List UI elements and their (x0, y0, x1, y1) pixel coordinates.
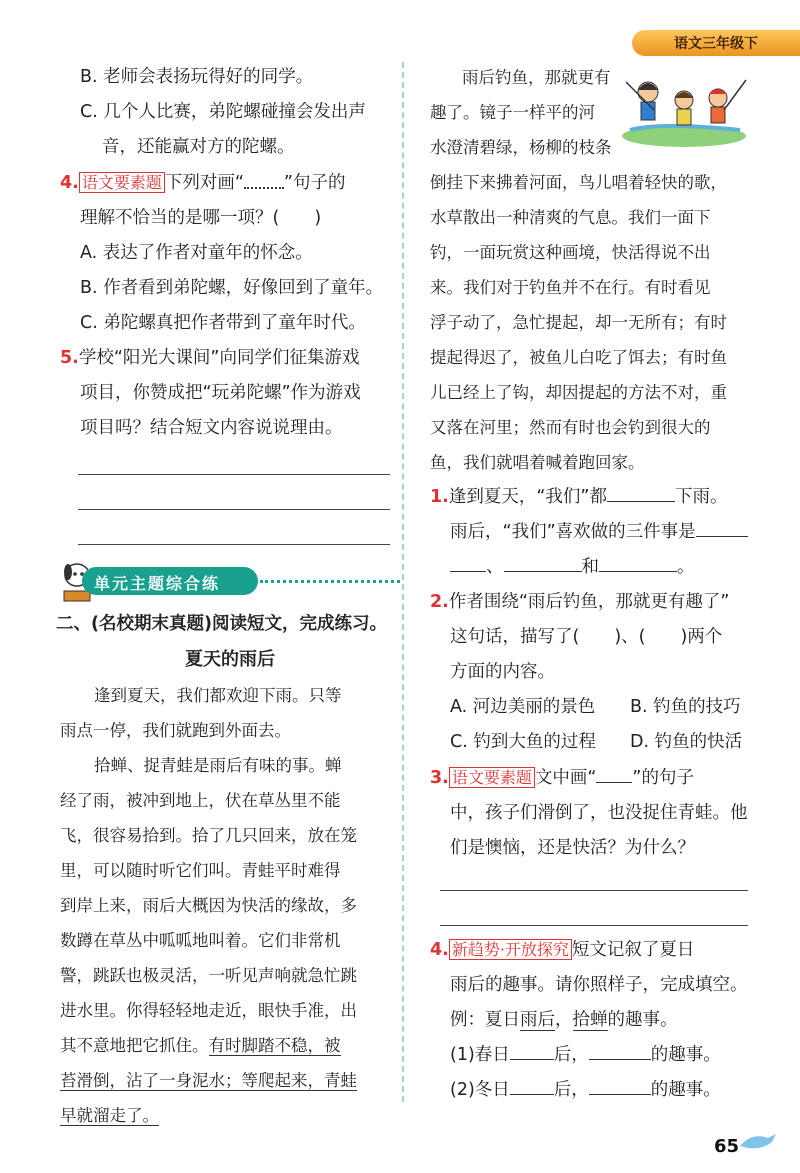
r-q4-item1 (430, 1038, 760, 1073)
r-q1-line2 (430, 515, 760, 550)
banner-label: 单元主题综合练 (94, 574, 221, 593)
q4-stem-line2: 理解不恰当的是哪一项？( ) (80, 208, 322, 228)
answer-line[interactable] (78, 544, 390, 545)
q4-tag: 语文要素题 (79, 172, 165, 193)
r-q2-option-b: B. 钓鱼的技巧 (630, 697, 741, 717)
page-number: 65 (714, 1136, 740, 1157)
q3-option-b: B. 老师会表扬玩得好的同学。 (80, 67, 314, 87)
r-q4-text: ， (555, 1010, 573, 1030)
r-q2-option-c: C. 钓到大鱼的过程 (450, 732, 596, 752)
right-column (430, 60, 760, 1108)
fill-blank[interactable] (504, 553, 582, 572)
passage-line (60, 1063, 400, 1098)
q5-text1: 学校“阳光大课间”向同学们征集游戏 (78, 348, 360, 368)
r-q4-text: 后， (553, 1045, 589, 1065)
r-q2-line2: 这句话，描写了( )、( )两个 (450, 627, 723, 647)
underlined-sentence: 早就溜走了。 (60, 1106, 159, 1125)
passage-line: 进水里。你得轻轻地走近，眼快手准，出 (60, 1001, 357, 1020)
fill-blank[interactable] (450, 553, 486, 572)
underline-mark (596, 764, 632, 783)
r-q4-line2: 雨后的趣事。请你照样子，完成填空。 (450, 975, 748, 995)
r-q4-text: 例：夏日 (450, 1010, 520, 1030)
q5-number: 5. (60, 348, 79, 368)
q3-option-c-line1: C. 几个人比赛，弟陀螺碰撞会发出声 (80, 102, 366, 122)
q5-line3: 项目吗？结合短文内容说说理由。 (80, 418, 343, 438)
passage-line: 警，跳跃也极灵活，一听见声响就急忙跳 (60, 966, 357, 985)
r-q2-options-cd (430, 725, 760, 760)
r-q3-text: 文中画“ (534, 768, 597, 788)
r-q4-text: 后， (553, 1080, 589, 1100)
r-q4-text: (1)春日 (450, 1045, 510, 1065)
column-divider (402, 62, 404, 1102)
r-q1-text: 。 (677, 557, 695, 577)
r-q2-line3: 方面的内容。 (450, 662, 555, 682)
passage-line: 数蹲在草丛中呱呱地叫着。它们非常机 (60, 931, 341, 950)
r-q4-text: (2)冬日 (450, 1080, 510, 1100)
passage-line: 来。我们对于钓鱼并不在行。有时看见 (430, 278, 711, 297)
r-q4-example-word: 雨后 (520, 1010, 555, 1030)
q4-option-c: C. 弟陀螺真把作者带到了童年时代。 (80, 313, 366, 333)
r-q4-tag: 新趋势·开放探究 (449, 939, 572, 960)
r-q2-option-d: D. 钓鱼的快活 (630, 732, 743, 752)
q4-option-b: B. 作者看到弟陀螺，好像回到了童年。 (80, 278, 384, 298)
passage-line: 水草散出一种清爽的气息。我们一面下 (430, 208, 711, 227)
passage-line: 趣了。镜子一样平的河 (430, 103, 595, 122)
r-q4-item2 (430, 1073, 760, 1108)
passage-title: 夏天的雨后 (185, 649, 275, 670)
r-q3-number: 3. (430, 768, 449, 788)
passage-text: 其不意地把它抓住。 (60, 1036, 209, 1055)
section2-heading: 二、(名校期末真题)阅读短文，完成练习。 (56, 614, 387, 634)
fill-blank[interactable] (589, 1076, 651, 1095)
passage-line: 儿已经上了钩，却因提起的方法不对，重 (430, 383, 727, 402)
grade-tag-label: 语文三年级下 (674, 36, 758, 52)
passage-line: 水澄清碧绿，杨柳的枝条 (430, 138, 612, 157)
passage-line: 到岸上来，雨后大概因为快活的缘故，多 (60, 896, 357, 915)
r-q4-line1 (430, 932, 760, 968)
passage-line: 浮子动了，急忙提起，却一无所有；有时 (430, 313, 727, 332)
r-q1-line3 (430, 550, 760, 585)
r-q3-tag: 语文要素题 (449, 767, 535, 788)
passage-line: 鱼，我们就唱着喊着跑回家。 (430, 453, 645, 472)
r-q1-text: 和 (581, 557, 599, 577)
q4-stem-a: 下列对画“ (164, 173, 244, 193)
passage-line: 雨点一停，我们就跑到外面去。 (60, 721, 291, 740)
r-q1-text: 雨后，“我们”喜欢做的三件事是 (450, 522, 696, 542)
children-fishing-illustration (620, 70, 748, 148)
left-column (56, 60, 400, 1133)
q4-option-a: A. 表达了作者对童年的怀念。 (80, 243, 313, 263)
passage-line: 拾蝉、捉青蛙是雨后有味的事。蝉 (94, 756, 342, 775)
passage-line: 雨后钓鱼，那就更有 (462, 68, 611, 87)
grade-tag (632, 30, 800, 56)
fill-blank[interactable] (510, 1041, 554, 1060)
passage-line: 飞，很容易拾到。拾了几只回来，放在笼 (60, 826, 357, 845)
q3-option-c-line2: 音，还能赢对方的陀螺。 (102, 137, 295, 157)
passage-line: 倒挂下来拂着河面，鸟儿唱着轻快的歌， (430, 173, 727, 192)
section-banner (60, 555, 400, 607)
fill-blank[interactable] (589, 1041, 651, 1060)
r-q4-example (430, 1003, 760, 1038)
fill-blank[interactable] (607, 483, 675, 502)
r-q2-number: 2. (430, 592, 449, 612)
r-q4-text: 的趣事。 (607, 1010, 678, 1030)
r-q3-line2: 中，孩子们滑倒了，也没捉住青蛙。他 (450, 803, 748, 823)
r-q1-text: 下雨。 (674, 487, 728, 507)
q4-stem (60, 165, 400, 201)
passage-line: 逢到夏天，我们都欢迎下雨。只等 (94, 686, 342, 705)
r-q2-option-a: A. 河边美丽的景色 (450, 697, 596, 717)
r-q4-text: 短文记叙了夏日 (571, 940, 695, 960)
passage-line: 又落在河里；然而有时也会钓到很大的 (430, 418, 711, 437)
r-q4-text: 的趣事。 (650, 1045, 721, 1065)
banner-box (82, 567, 258, 595)
passage-line (60, 1028, 400, 1063)
q4-stem-b: ”句子的 (283, 173, 346, 193)
r-q1-number: 1. (430, 487, 449, 507)
r-q1-line1 (430, 480, 760, 515)
r-q4-text: 的趣事。 (650, 1080, 721, 1100)
r-q1-text: 、 (486, 557, 504, 577)
r-q1-text: 逢到夏天，“我们”都 (448, 487, 607, 507)
r-q3-line3: 们是懊恼，还是快活？为什么？ (450, 838, 695, 858)
q4-number: 4. (60, 173, 79, 193)
q5-line1 (60, 341, 400, 376)
r-q3-line1 (430, 760, 760, 796)
underlined-sentence: 苔滑倒，沾了一身泥水；等爬起来，青蛙 (60, 1071, 357, 1090)
r-q2-text: 作者围绕“雨后钓鱼，那就更有趣了” (448, 592, 730, 612)
passage-line: 提起得迟了，被鱼儿白吃了饵去；有时鱼 (430, 348, 727, 367)
r-q2-line1 (430, 585, 760, 620)
dolphin-icon (738, 1130, 778, 1154)
fill-blank[interactable] (696, 518, 748, 537)
passage-line: 里，可以随时听它们叫。青蛙平时难得 (60, 861, 341, 880)
fill-blank[interactable] (599, 553, 677, 572)
wavy-underline-mark (244, 177, 284, 189)
passage-line: 钓，一面玩赏这种画境，快活得说不出 (430, 243, 711, 262)
underlined-sentence: 有时脚踏不稳，被 (208, 1036, 341, 1055)
r-q4-example-word: 拾蝉 (572, 1010, 608, 1030)
fill-blank[interactable] (510, 1076, 554, 1095)
r-q4-number: 4. (430, 940, 449, 960)
r-q3-text: ”的句子 (632, 768, 694, 788)
q5-line2: 项目，你赞成把“玩弟陀螺”作为游戏 (80, 383, 361, 403)
passage-line (60, 1098, 400, 1133)
r-q2-options-ab (430, 690, 760, 725)
banner-dots (260, 580, 400, 583)
passage-line: 经了雨，被冲到地上，伏在草丛里不能 (60, 791, 341, 810)
